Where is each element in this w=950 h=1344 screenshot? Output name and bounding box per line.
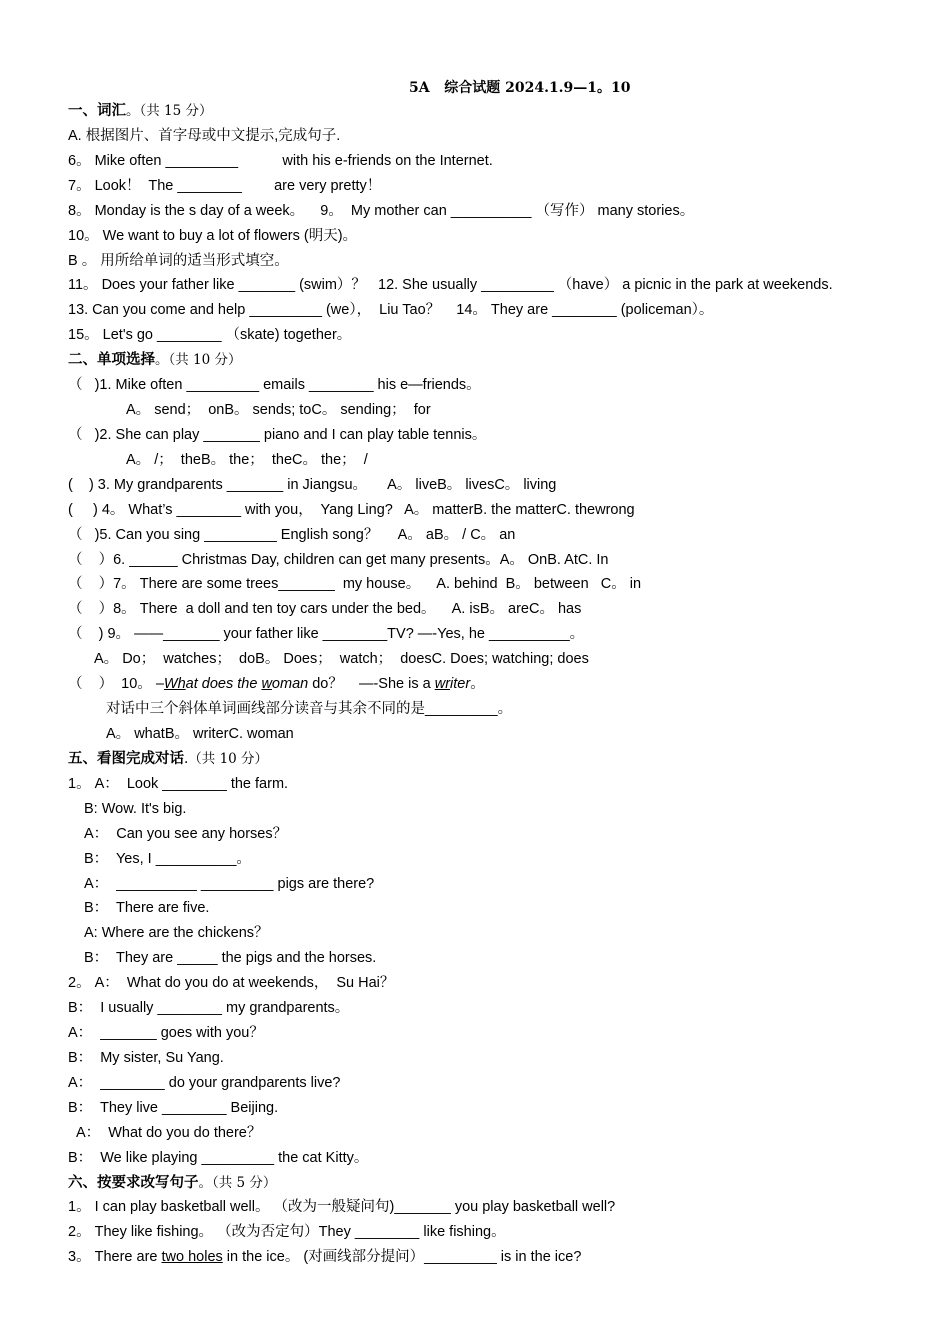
text-line [76,1123,261,1143]
text-span: Wh [163,676,186,693]
text-span: 2。 They like fishing。 （改为否定句）They ________ like fishing。 [68,1224,506,1241]
text-span: （ )1. Mike often _________ emails ________ his e—friends。 [68,377,481,394]
text-line [68,375,481,395]
text-span: A。 whatB。 writerC. woman [106,726,294,742]
text-line [68,1247,581,1267]
text-span: 7。 Look！ The ________ are very pretty！ [68,177,382,194]
text-line [68,1073,340,1093]
text-span: B 。 用所给单词的适当形式填空。 [68,252,289,269]
text-span: 。（共 10 分） [155,352,242,369]
text-line [68,176,381,196]
text-line [68,1148,368,1168]
text-span: 对话中三个斜体单词画线部分读音与其余不同的是_________。 [106,701,513,718]
text-span: w [261,676,272,693]
text-line [106,699,512,719]
text-span: iter [450,676,471,693]
text-span: （ )2. She can play _______ piano and I can play table tennis。 [68,426,487,443]
text-line [68,475,556,495]
text-line [68,749,268,769]
text-span: A: Where are the chickens？ [84,925,269,942]
text-span: A： _______ goes with you？ [68,1025,264,1042]
text-line [94,649,589,669]
text-span: 11。 Does your father like _______ (swim）？ 12. She usually _________ （have） a picnic in the park at weekends. [68,277,833,294]
text-line [68,1048,224,1068]
text-span: A。 /； theB。 the； theC。 the； / [126,451,368,468]
text-span: （ ）6. ______ Christmas Day, children can get many presents。A。 OnB. AtC. In [68,551,609,568]
text-line [84,923,269,943]
text-span: ( ) 4。 What’s ________ with you， Yang Ling? A。 matterB. the matterC. thewrong [68,501,635,518]
text-span: A。 Do； watches； doB。 Does； watch； doesC. Does; watching; does [94,651,589,668]
text-span: .（共 10 分） [184,750,269,767]
text-span: oman [271,676,309,693]
text-line [68,624,584,644]
text-line [68,201,694,221]
text-span: B： They live ________ Beijing. [68,1099,279,1116]
text-span: 1。 A： Look ________ the farm. [68,775,289,792]
text-span: 。 [470,676,485,693]
text-line [68,674,485,694]
text-line [68,275,833,295]
text-line [68,251,289,271]
text-line [68,226,357,246]
text-span: B: Wow. It's big. [84,800,187,817]
text-span: B： My sister, Su Yang. [68,1049,224,1066]
text-span: （ )5. Can you sing _________ English song？ A。 aB。 / C。 an [68,526,516,543]
text-span: 3。 There are [68,1249,162,1266]
text-span: two holes [161,1249,223,1266]
text-line [68,998,349,1018]
section-heading: 六、按要求改写句子 [68,1174,199,1191]
text-span: B： There are five. [84,900,210,917]
text-line [84,948,376,968]
exam-title: 5A 综合试题 2024.1.9—1。10 [409,80,631,96]
text-line [106,724,294,744]
text-span: 1。 I can play basketball well。 （改为一般疑问句)_______ you play basketball well? [68,1199,616,1216]
text-span: 。（共 15 分） [126,103,213,119]
section-heading: 二、单项选择 [68,352,155,369]
text-line [68,1197,615,1217]
text-span: ( ) 3. My grandparents _______ in Jiangsu。 A。 liveB。 livesC。 living [68,476,557,493]
text-span: （ ）7。 There are some trees_______ my house。 A. behind B。 between C。 in [68,576,642,593]
text-line [68,350,242,370]
text-line [84,824,287,844]
text-line [68,525,515,545]
text-line [68,599,581,619]
text-span: （ ） 10。 – [68,676,164,693]
text-span: 8。 Monday is the s day of a week。 9。 My mother can __________ （写作） many stories。 [68,202,695,219]
text-span: wr [434,676,451,693]
text-line [84,799,186,819]
text-span: A. 根据图片、首字母或中文提示,完成句子. [68,127,341,144]
text-span: 10。 We want to buy a lot of flowers (明天)。 [68,227,358,244]
text-line [68,574,641,594]
text-line [126,400,431,420]
text-line [68,774,288,794]
text-span: A： ________ do your grandparents live? [68,1074,341,1091]
text-span: B： They are _____ the pigs and the horses. [84,950,377,967]
text-line [68,300,713,320]
text-span: 13. Can you come and help _________ (we）， Liu Tao？ 14。 They are ________ (policeman）。 [68,302,714,319]
text-span: A： Can you see any horses？ [84,825,288,842]
text-span: B： Yes, I __________。 [84,850,251,867]
text-span: 15。 Let's go ________ （skate) together。 [68,327,352,344]
text-line [68,126,340,146]
text-line [68,1173,276,1193]
text-line [68,151,493,171]
text-span: at does the [185,676,262,693]
text-span: do？ —-She is a [308,676,435,693]
text-line [84,898,209,918]
text-line [68,1222,506,1242]
text-span: （ ）8。 There a doll and ten toy cars under the bed。 A. isB。 areC。 has [68,601,582,618]
section-heading: 五、看图完成对话 [68,750,184,767]
text-line [126,450,368,470]
text-line [84,849,251,869]
text-line [84,874,374,894]
text-span: A： What do you do there？ [76,1124,262,1141]
text-span: in the ice。 (对画线部分提问）_________ is in the ice? [222,1249,582,1266]
text-line [68,550,609,570]
text-line [68,101,213,121]
text-span: （ ) 9。 ——_______ your father like ________TV? —-Yes, he __________。 [68,626,585,643]
text-span: 。（共 5 分） [198,1174,277,1191]
text-line [68,325,351,345]
section-heading: 一、词汇 [68,103,126,119]
text-line [68,1023,264,1043]
text-span: A： __________ _________ pigs are there? [84,875,375,892]
text-span: B： We like playing _________ the cat Kitty。 [68,1149,369,1166]
text-line [68,500,635,520]
text-span: B： I usually ________ my grandparents。 [68,1000,350,1017]
text-line [68,973,394,993]
text-line [68,425,486,445]
text-line [68,1098,278,1118]
text-span: A。 send； onB。 sends; toC。 sending； for [126,402,431,419]
text-span: 2。 A： What do you do at weekends， Su Hai？ [68,975,395,992]
text-span: 6。 Mike often _________ with his e-friends on the Internet. [68,152,493,169]
